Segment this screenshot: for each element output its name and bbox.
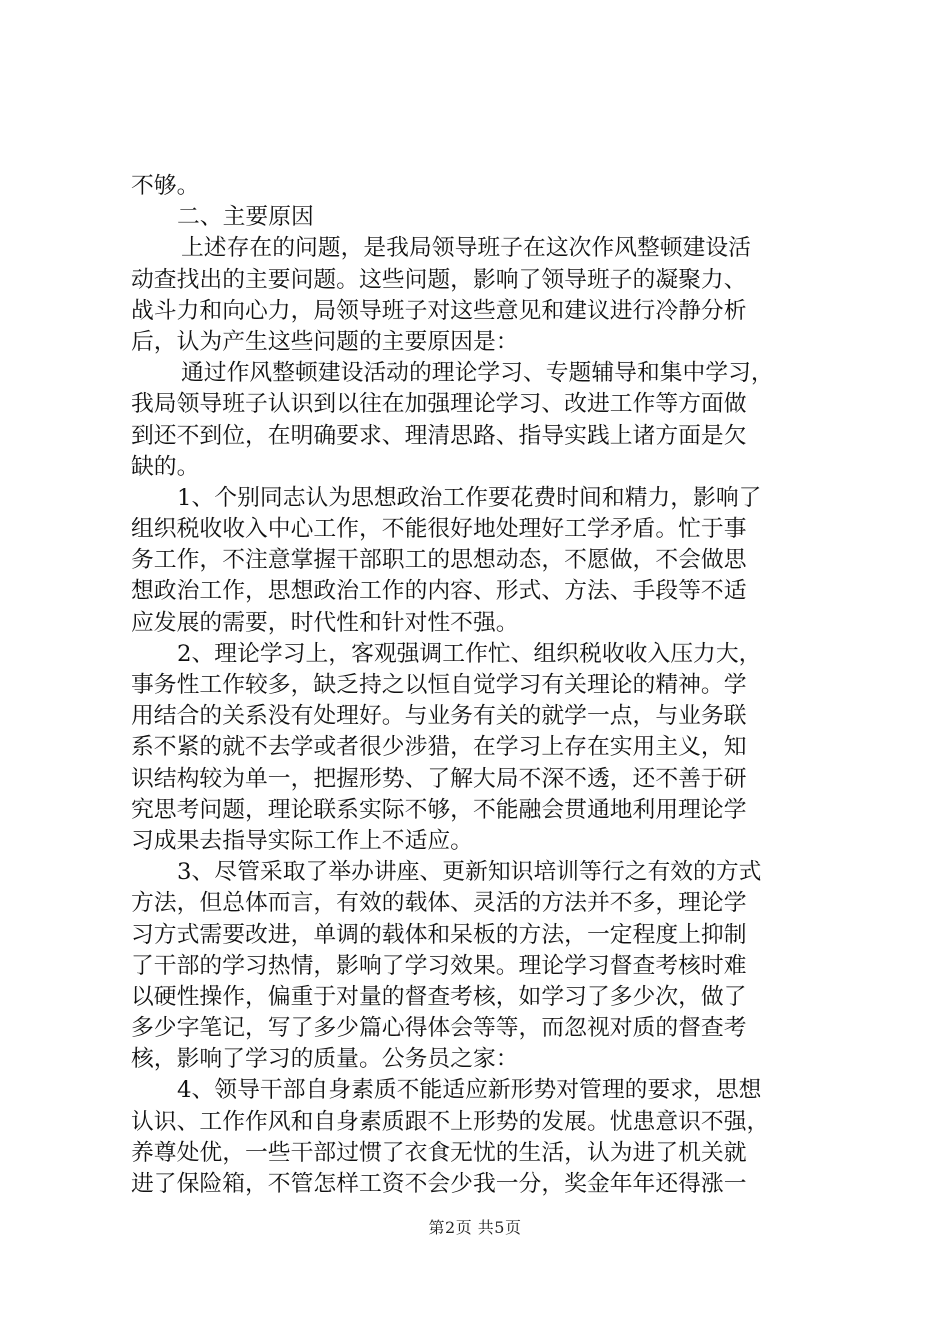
text-line: 不够。 <box>131 173 200 199</box>
text-line: 以硬性操作，偏重于对量的督查考核，如学习了多少次，做了 <box>131 983 747 1010</box>
text-line: 4、领导干部自身素质不能适应新形势对管理的要求，思想 <box>177 1077 762 1104</box>
document-body <box>131 171 831 1200</box>
text-line: 战斗力和向心力，局领导班子对这些意见和建议进行冷静分析 <box>131 297 747 324</box>
text-line: 了干部的学习热情，影响了学习效果。理论学习督查考核时难 <box>131 952 747 979</box>
text-line: 上述存在的问题，是我局领导班子在这次作风整顿建设活 <box>181 235 751 262</box>
text-line: 务工作，不注意掌握干部职工的思想动态，不愿做，不会做思 <box>131 547 747 574</box>
text-line: 方法，但总体而言，有效的载体、灵活的方法并不多，理论学 <box>131 890 747 917</box>
text-line: 1、个别同志认为思想政治工作要花费时间和精力，影响了 <box>177 484 762 511</box>
text-line: 习成果去指导实际工作上不适应。 <box>131 827 473 854</box>
text-line: 习方式需要改进，单调的载体和呆板的方法，一定程度上抑制 <box>131 921 747 948</box>
page-footer: 第2页 共5页 <box>428 1218 522 1237</box>
text-line: 想政治工作，思想政治工作的内容、形式、方法、手段等不适 <box>131 578 747 605</box>
text-line: 用结合的关系没有处理好。与业务有关的就学一点，与业务联 <box>131 703 747 730</box>
text-line: 识结构较为单一，把握形势、了解大局不深不透，还不善于研 <box>131 765 747 792</box>
text-line: 通过作风整顿建设活动的理论学习、专题辅导和集中学习， <box>181 360 774 387</box>
text-line: 究思考问题，理论联系实际不够，不能融会贯通地利用理论学 <box>131 796 747 823</box>
text-line: 到还不到位，在明确要求、理清思路、指导实践上诸方面是欠 <box>131 422 747 449</box>
text-line: 3、尽管采取了举办讲座、更新知识培训等行之有效的方式 <box>177 859 762 886</box>
text-line: 核，影响了学习的质量。公务员之家： <box>131 1046 519 1073</box>
text-line: 应发展的需要，时代性和针对性不强。 <box>131 609 519 636</box>
text-line: 养尊处优，一些干部过惯了衣食无忧的生活，认为进了机关就 <box>131 1139 747 1166</box>
text-line: 我局领导班子认识到以往在加强理论学习、改进工作等方面做 <box>131 391 747 418</box>
text-line: 认识、工作作风和自身素质跟不上形势的发展。忧患意识不强， <box>131 1108 770 1135</box>
text-line: 2、理论学习上，客观强调工作忙、组织税收收入压力大， <box>177 640 762 667</box>
text-line: 二、主要原因 <box>177 204 314 231</box>
text-line: 动查找出的主要问题。这些问题，影响了领导班子的凝聚力、 <box>131 266 747 293</box>
text-line: 组织税收收入中心工作，不能很好地处理好工学矛盾。忙于事 <box>131 516 747 543</box>
text-line: 后，认为产生这些问题的主要原因是： <box>131 328 519 355</box>
text-line: 事务性工作较多，缺乏持之以恒自觉学习有关理论的精神。学 <box>131 672 747 698</box>
text-line: 进了保险箱，不管怎样工资不会少我一分，奖金年年还得涨一 <box>131 1171 747 1197</box>
text-line: 缺的。 <box>131 453 200 480</box>
text-line: 多少字笔记，写了多少篇心得体会等等，而忽视对质的督查考 <box>131 1015 747 1042</box>
text-line: 系不紧的就不去学或者很少涉猎，在学习上存在实用主义，知 <box>131 734 747 761</box>
